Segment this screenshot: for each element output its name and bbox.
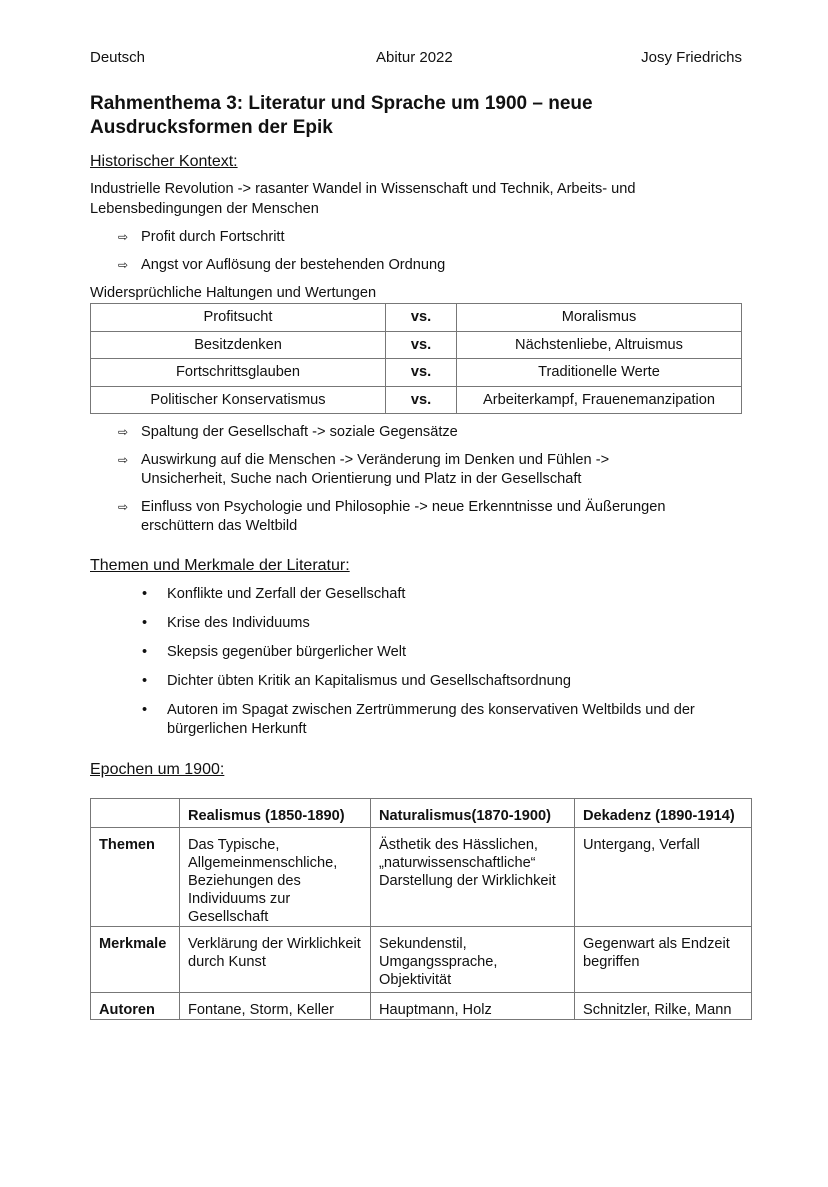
bullet-icon: • <box>142 673 148 689</box>
table-row: Profitsucht vs. Moralismus <box>91 304 742 332</box>
arrow-item: ⇨ Spaltung der Gesellschaft -> soziale Gegensätze <box>118 424 458 440</box>
bullet-icon: • <box>142 615 148 631</box>
table-row: Politischer Konservatismus vs. Arbeiterkampf, Frauenemanzipation <box>91 386 742 414</box>
bullet-icon: • <box>142 586 148 602</box>
table-row: Merkmale Verklärung der Wirklichkeit durch Kunst Sekundenstil, Umgangssprache, Objektivität Gegenwart als Endzeit begriffen <box>91 927 752 993</box>
bullet-icon: • <box>142 644 148 660</box>
arrow-right-icon: ⇨ <box>118 500 129 514</box>
section-heading-themes: Themen und Merkmale der Literatur: <box>90 557 350 574</box>
list-item: • Krise des Individuums <box>142 615 310 631</box>
arrow-item: ⇨ Profit durch Fortschritt <box>118 229 285 245</box>
table-row: Autoren Fontane, Storm, Keller Hauptmann, Holz Schnitzler, Rilke, Mann <box>91 993 752 1020</box>
table-header-row: Realismus (1850-1890) Naturalismus(1870-1900) Dekadenz (1890-1914) <box>91 799 752 828</box>
arrow-right-icon: ⇨ <box>118 453 129 467</box>
section-heading-epochs: Epochen um 1900: <box>90 761 225 778</box>
section-heading-historical: Historischer Kontext: <box>90 153 238 170</box>
table-caption: Widersprüchliche Haltungen und Wertungen <box>90 285 377 301</box>
table-row: Themen Das Typische, Allgemeinmenschliche, Beziehungen des Individuums zur Gesellschaft Ästhetik des Hässlichen, „naturwissenschaftliche“ Darstellung der Wirklichkeit Untergang, Verfall <box>91 828 752 927</box>
header-exam: Abitur 2022 <box>376 49 453 66</box>
epochs-table <box>90 798 752 1020</box>
arrow-item: ⇨ Auswirkung auf die Menschen -> Veränderung im Denken und Fühlen -> Unsicherheit, Suche nach Orientierung und Platz in der Gesellschaft <box>118 452 610 487</box>
arrow-right-icon: ⇨ <box>118 258 129 272</box>
arrow-right-icon: ⇨ <box>118 230 129 244</box>
arrow-item: ⇨ Angst vor Auflösung der bestehenden Ordnung <box>118 257 446 273</box>
list-item: • Dichter übten Kritik an Kapitalismus und Gesellschaftsordnung <box>142 673 571 689</box>
table-row: Besitzdenken vs. Nächstenliebe, Altruismus <box>91 331 742 359</box>
list-item: • Autoren im Spagat zwischen Zertrümmerung des konservativen Weltbilds und der bürgerlichen Herkunft <box>142 702 695 737</box>
header-author: Josy Friedrichs <box>641 49 742 66</box>
arrow-item: ⇨ Einfluss von Psychologie und Philosophie -> neue Erkenntnisse und Äußerungen erschüttern das Weltbild <box>118 499 666 534</box>
table-row: Fortschrittsglauben vs. Traditionelle Werte <box>91 359 742 387</box>
list-item: • Konflikte und Zerfall der Gesellschaft <box>142 586 406 602</box>
list-item: • Skepsis gegenüber bürgerlicher Welt <box>142 644 407 660</box>
bullet-icon: • <box>142 702 148 718</box>
header-subject: Deutsch <box>90 49 146 66</box>
historical-intro: Industrielle Revolution -> rasanter Wandel in Wissenschaft und Technik, Arbeits- und Lebensbedingungen der Menschen <box>90 181 636 217</box>
contrast-table <box>90 303 742 414</box>
arrow-right-icon: ⇨ <box>118 425 129 439</box>
page-title: Rahmenthema 3: Literatur und Sprache um 1900 – neue Ausdrucksformen der Epik <box>90 93 593 138</box>
